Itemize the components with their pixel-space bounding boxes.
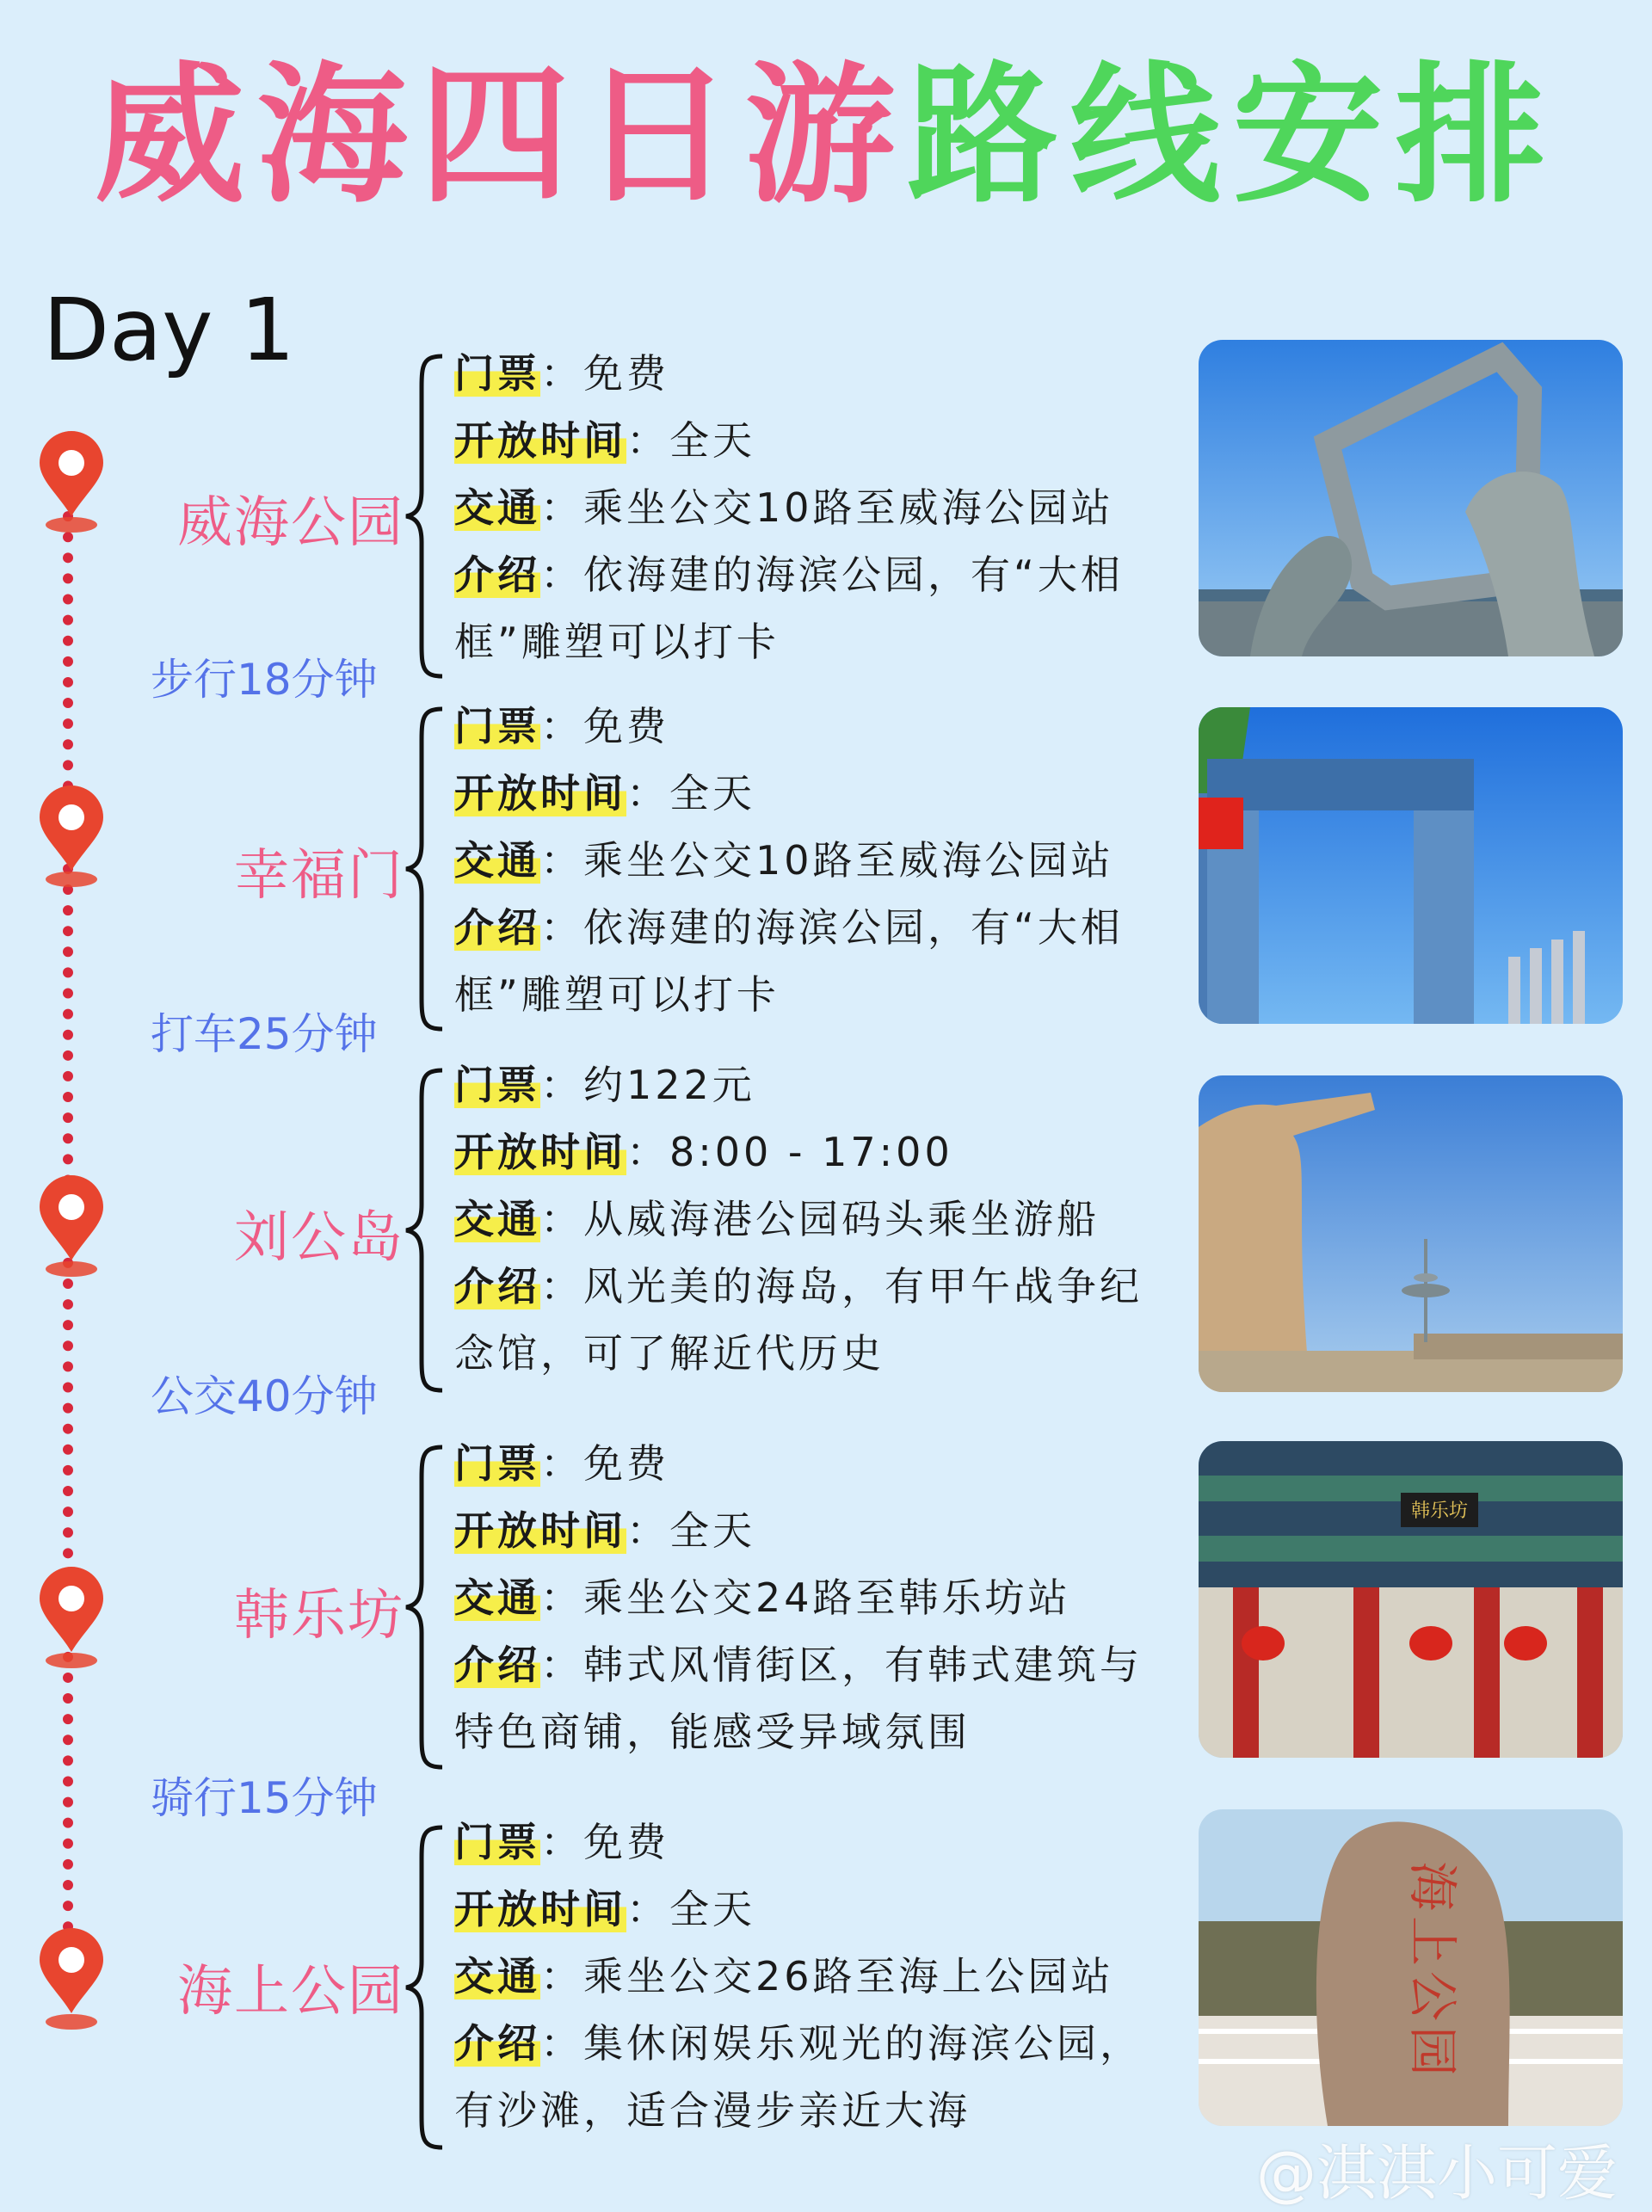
hours-row (454, 1497, 1168, 1564)
transfer-text: 骑行15分钟 (151, 1773, 378, 1823)
ticket-label: 门票 (454, 1440, 540, 1487)
hours-value: 全天 (669, 770, 755, 816)
stop-name-weihai-park: 威海公园 (177, 491, 404, 555)
transport-label: 交通 (454, 484, 540, 531)
photo-sea-park-stone (1199, 1809, 1623, 2126)
transport-row (454, 1943, 1168, 2010)
stop-info-xingfu-gate (454, 693, 1168, 1028)
location-pin-icon (33, 785, 110, 888)
separator: ： (540, 350, 583, 397)
separator: ： (540, 484, 583, 531)
separator: ： (626, 417, 669, 464)
stop-name-hanle-street: 韩乐坊 (234, 1584, 404, 1648)
intro-value: 依海建的海滨公园，有“大相框”雕塑可以打卡 (454, 904, 1124, 1018)
ticket-value: 免费 (583, 1819, 669, 1865)
hours-label: 开放时间 (454, 417, 626, 464)
separator: ： (626, 1886, 669, 1932)
transfer-text: 打车25分钟 (151, 1009, 378, 1059)
separator: ： (540, 837, 583, 884)
intro-label: 介绍 (454, 2020, 540, 2067)
hours-row (454, 760, 1168, 827)
photo-liugong-island (1199, 1075, 1623, 1392)
stop-info-sea-park (454, 1808, 1168, 2144)
transport-value: 从威海港公园码头乘坐游船 (583, 1196, 1100, 1242)
hours-row (454, 407, 1168, 474)
hanle-sign-text: 韩乐坊 (1410, 1500, 1469, 1522)
separator: ： (540, 1642, 583, 1688)
transport-value: 乘坐公交26路至海上公园站 (583, 1953, 1114, 1999)
hours-label: 开放时间 (454, 1129, 626, 1175)
intro-label: 介绍 (454, 1642, 540, 1688)
intro-value: 依海建的海滨公园，有“大相框”雕塑可以打卡 (454, 551, 1124, 665)
hours-label: 开放时间 (454, 1886, 626, 1932)
ticket-value: 免费 (583, 1440, 669, 1487)
stop-info-weihai-park (454, 340, 1168, 675)
hours-value: 全天 (669, 1886, 755, 1932)
transport-label: 交通 (454, 837, 540, 884)
ticket-row (454, 693, 1168, 760)
transport-value: 乘坐公交24路至韩乐坊站 (583, 1574, 1071, 1621)
photo-weihai-park-frame-sculpture (1199, 340, 1623, 656)
watermark: @淇淇小可爱 (1256, 2138, 1618, 2209)
title-part-1: 威海四日游 (94, 47, 908, 224)
stop-info-hanle-street (454, 1430, 1168, 1765)
hours-row (454, 1876, 1168, 1943)
stop-info-liugong-island (454, 1051, 1168, 1387)
day-label: Day 1 (43, 280, 295, 380)
brace (403, 1824, 446, 2151)
intro-row (454, 894, 1168, 1028)
ticket-value: 免费 (583, 703, 669, 749)
intro-label: 介绍 (454, 904, 540, 951)
separator: ： (540, 1196, 583, 1242)
location-pin-icon (33, 430, 110, 533)
brace (403, 705, 446, 1032)
page-title (0, 47, 1652, 224)
intro-row (454, 541, 1168, 675)
transport-row (454, 474, 1168, 541)
ticket-row (454, 340, 1168, 407)
ticket-label: 门票 (454, 350, 540, 397)
transport-value: 乘坐公交10路至威海公园站 (583, 837, 1114, 884)
intro-row (454, 1631, 1168, 1765)
photo-hanle-street (1199, 1441, 1623, 1758)
intro-value: 集休闲娱乐观光的海滨公园，有沙滩，适合漫步亲近大海 (454, 2020, 1143, 2134)
intro-label: 介绍 (454, 1263, 540, 1309)
separator: ： (540, 1819, 583, 1865)
transport-label: 交通 (454, 1953, 540, 1999)
intro-value: 韩式风情街区，有韩式建筑与特色商铺，能感受异域氛围 (454, 1642, 1143, 1755)
separator: ： (540, 1062, 583, 1108)
transfer-text: 公交40分钟 (151, 1371, 378, 1421)
intro-row (454, 2010, 1168, 2144)
stone-inscription: 海上公园 (1403, 1861, 1462, 2082)
title-part-2: 路线安排 (907, 47, 1558, 224)
ticket-label: 门票 (454, 1819, 540, 1865)
ticket-row (454, 1808, 1168, 1876)
stop-name-xingfu-gate: 幸福门 (234, 844, 404, 908)
intro-value: 风光美的海岛，有甲午战争纪念馆，可了解近代历史 (454, 1263, 1143, 1377)
separator: ： (540, 551, 583, 598)
location-pin-icon (33, 1927, 110, 2030)
brace (403, 353, 446, 680)
hours-label: 开放时间 (454, 1507, 626, 1554)
separator: ： (540, 1440, 583, 1487)
hours-row (454, 1118, 1168, 1186)
hours-value: 8:00 - 17:00 (669, 1129, 953, 1175)
transport-row (454, 827, 1168, 894)
separator: ： (540, 1574, 583, 1621)
transport-row (454, 1186, 1168, 1253)
location-pin-icon (33, 1174, 110, 1278)
ticket-label: 门票 (454, 1062, 540, 1108)
photo-xingfu-gate (1199, 707, 1623, 1024)
separator: ： (540, 2020, 583, 2067)
separator: ： (540, 1953, 583, 1999)
transport-label: 交通 (454, 1196, 540, 1242)
transport-value: 乘坐公交10路至威海公园站 (583, 484, 1114, 531)
ticket-value: 免费 (583, 350, 669, 397)
transport-label: 交通 (454, 1574, 540, 1621)
separator: ： (540, 1263, 583, 1309)
ticket-value: 约122元 (583, 1062, 755, 1108)
separator: ： (540, 703, 583, 749)
separator: ： (626, 770, 669, 816)
intro-row (454, 1253, 1168, 1387)
transfer-text: 步行18分钟 (151, 655, 378, 705)
transport-row (454, 1564, 1168, 1631)
separator: ： (540, 904, 583, 951)
hours-value: 全天 (669, 417, 755, 464)
intro-label: 介绍 (454, 551, 540, 598)
hours-value: 全天 (669, 1507, 755, 1554)
brace (403, 1444, 446, 1771)
brace (403, 1067, 446, 1394)
separator: ： (626, 1507, 669, 1554)
separator: ： (626, 1129, 669, 1175)
ticket-row (454, 1430, 1168, 1497)
location-pin-icon (33, 1566, 110, 1669)
stop-name-sea-park: 海上公园 (177, 1960, 404, 2024)
ticket-row (454, 1051, 1168, 1118)
stop-name-liugong-island: 刘公岛 (234, 1206, 404, 1270)
ticket-label: 门票 (454, 703, 540, 749)
hours-label: 开放时间 (454, 770, 626, 816)
